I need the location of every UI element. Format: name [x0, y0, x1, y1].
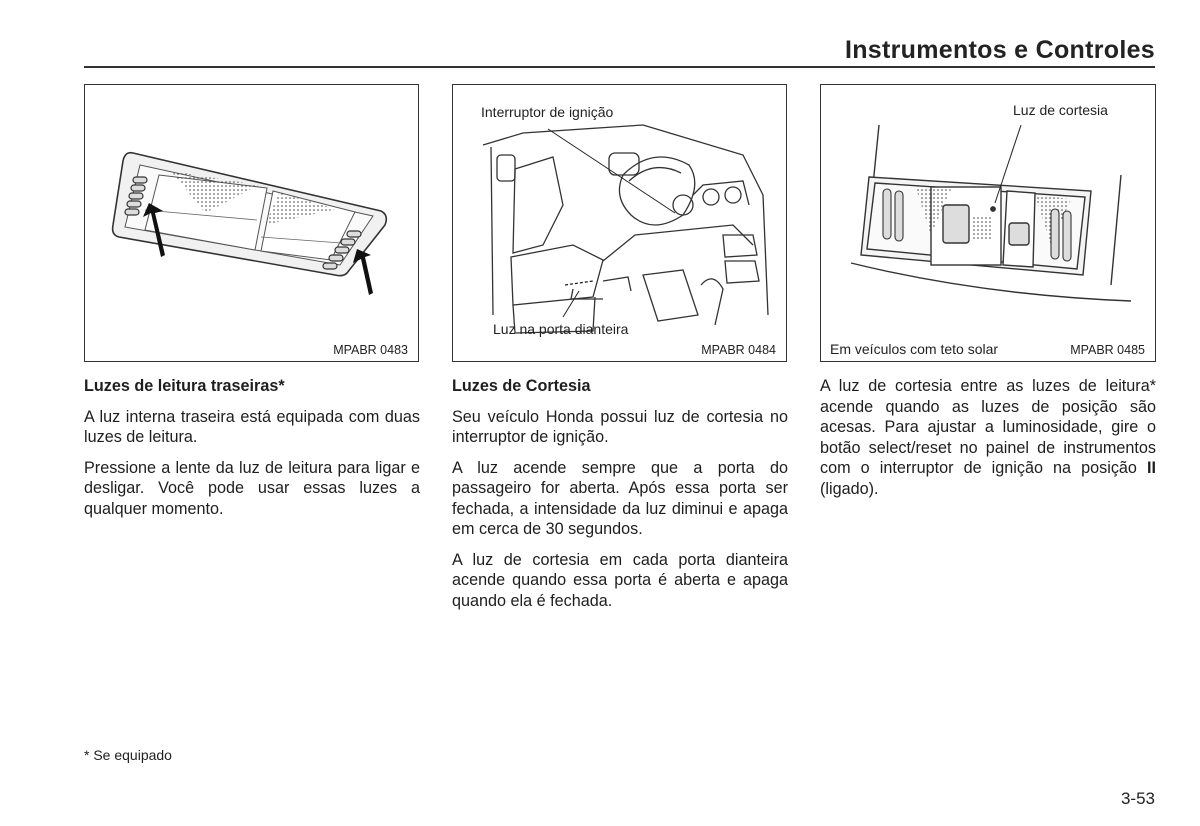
figure-code: MPABR 0485 — [1070, 343, 1145, 357]
car-interior-illustration — [453, 85, 786, 361]
section-courtesy-lights — [452, 376, 788, 621]
figure-courtesy-light-sunroof — [820, 84, 1156, 362]
footnote: * Se equipado — [84, 747, 172, 763]
figure-code: MPABR 0484 — [701, 343, 776, 357]
page-header-title: Instrumentos e Controles — [844, 36, 1155, 64]
label-courtesy-light: Luz de cortesia — [1013, 102, 1108, 118]
figure-code: MPABR 0483 — [333, 343, 408, 357]
paragraph: Seu veículo Honda possui luz de cortesia no interruptor de ignição. — [452, 407, 788, 446]
ignition-position: II — [1147, 459, 1156, 477]
rear-reading-lights-illustration — [85, 85, 418, 361]
label-front-door-light: Luz na porta dianteira — [493, 321, 629, 337]
paragraph: A luz acende sempre que a porta do passageiro for aberta. Após essa porta ser fechada, a intensidade da luz diminui e apaga em cerca de 30 segundos. — [452, 458, 788, 538]
overhead-console-illustration — [821, 85, 1155, 361]
header-divider — [84, 66, 1155, 68]
figure-courtesy-lights — [452, 84, 787, 362]
section-rear-reading-lights — [84, 376, 420, 529]
label-ignition-switch: Interruptor de ignição — [481, 104, 614, 120]
page-number: 3-53 — [1120, 789, 1155, 808]
paragraph-text-end: (ligado). — [820, 479, 879, 498]
section-courtesy-light-sunroof — [820, 376, 1156, 509]
paragraph: Pressione a lente da luz de leitura para ligar e desligar. Você pode usar essas luzes a qualquer momento. — [84, 458, 420, 518]
section-heading: Luzes de Cortesia — [452, 377, 591, 395]
paragraph-text: A luz de cortesia entre as luzes de leitura* acende quando as luzes de posição são acesas. Para ajustar a luminosidade, gire o botão select/reset no painel de instrumentos com o interruptor de ignição na posição — [820, 377, 1156, 477]
figure-rear-reading-lights — [84, 84, 419, 362]
section-heading: Luzes de leitura traseiras* — [84, 377, 285, 395]
paragraph: A luz de cortesia em cada porta dianteira acende quando essa porta é aberta e apaga quando ela é fechada. — [452, 550, 788, 610]
paragraph: A luz interna traseira está equipada com duas luzes de leitura. — [84, 407, 420, 446]
paragraph — [820, 376, 1156, 499]
label-sunroof-note: Em veículos com teto solar — [830, 341, 999, 357]
